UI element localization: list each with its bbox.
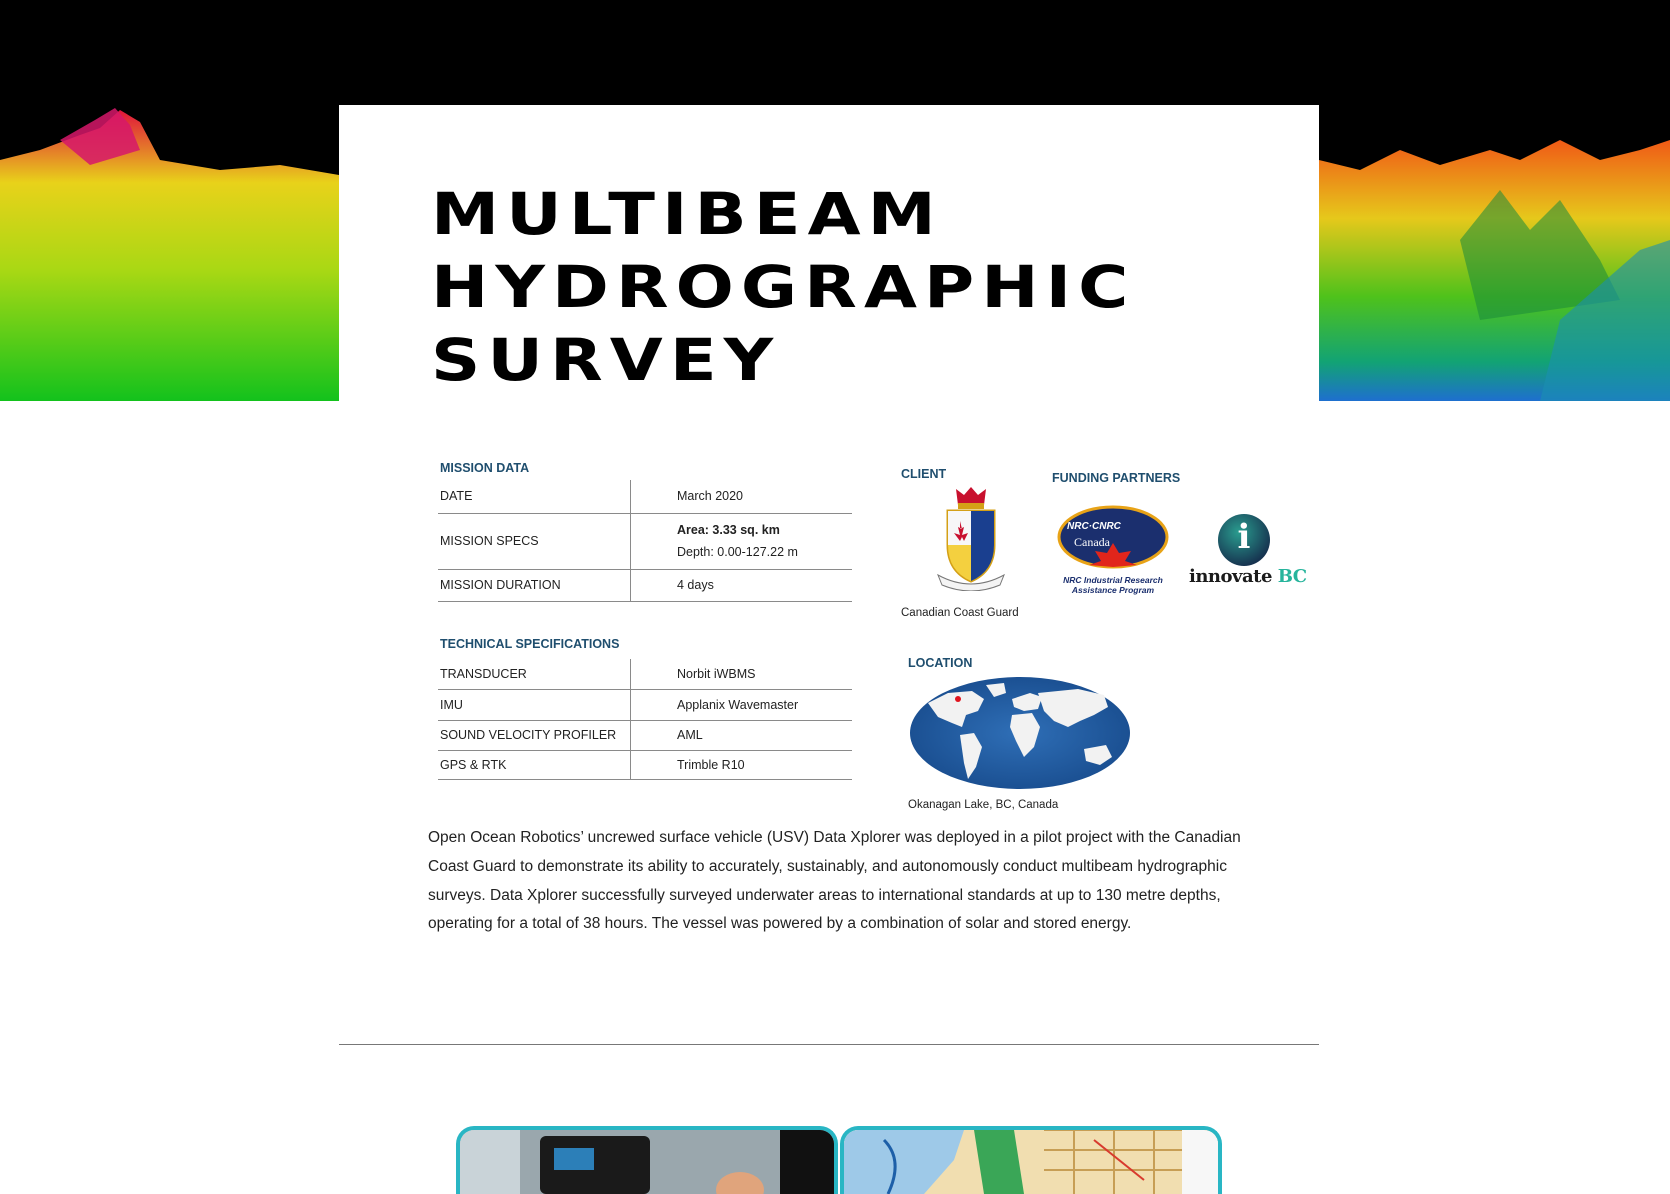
- client-heading: CLIENT: [901, 467, 947, 481]
- row-value-secondary: Depth: 0.00-127.22 m: [677, 545, 798, 559]
- row-value: 4 days: [631, 569, 853, 601]
- nrc-canada-wordmark: Canada: [1074, 535, 1110, 549]
- row-value: Area: 3.33 sq. km: [677, 523, 780, 537]
- location-heading: LOCATION: [908, 656, 973, 670]
- nrc-top-text: NRC·CNRC: [1067, 521, 1121, 532]
- row-key: SOUND VELOCITY PROFILER: [438, 720, 631, 750]
- nrc-caption-line: Assistance Program: [1071, 585, 1155, 595]
- page-title: [431, 178, 1186, 397]
- nrc-caption: [1057, 575, 1169, 595]
- innovate-bc-logo: [1189, 512, 1307, 592]
- table-row: [438, 750, 852, 779]
- coast-guard-crest-logo: [934, 485, 1008, 591]
- info-i-icon: i: [1237, 517, 1251, 557]
- table-row: [438, 480, 852, 513]
- location-marker-icon: [955, 696, 961, 702]
- table-row: [438, 659, 852, 689]
- row-value: March 2020: [631, 480, 853, 513]
- survey-area-map-photo: [840, 1126, 1222, 1194]
- client-name: Canadian Coast Guard: [901, 607, 1019, 619]
- tech-specs-table: [438, 659, 852, 780]
- mission-data-table: [438, 480, 852, 602]
- title-line: HYDROGRAPHIC: [431, 253, 1136, 321]
- vessel-controller-photo: [456, 1126, 838, 1194]
- row-key: DATE: [438, 480, 631, 513]
- row-key: MISSION DURATION: [438, 569, 631, 601]
- row-value: Norbit iWBMS: [631, 659, 853, 689]
- row-key: GPS & RTK: [438, 750, 631, 779]
- mission-data-heading: MISSION DATA: [440, 461, 530, 475]
- table-row: [438, 689, 852, 720]
- table-row: [438, 513, 852, 569]
- innovate-bubble-icon: [1218, 514, 1270, 566]
- title-line: MULTIBEAM: [431, 180, 943, 248]
- table-row: [438, 720, 852, 750]
- innovate-word: innovate: [1189, 566, 1272, 587]
- location-name: Okanagan Lake, BC, Canada: [908, 799, 1059, 811]
- row-key: TRANSDUCER: [438, 659, 631, 689]
- row-value: Applanix Wavemaster: [631, 689, 853, 720]
- title-line: SURVEY: [431, 326, 781, 394]
- world-map: [908, 675, 1132, 791]
- project-description: Open Ocean Robotics’ uncrewed surface vehicle (USV) Data Xplorer was deployed in a pilot project with the Canadian Coast Guard to demonstrate its ability to accurately, sustainably, and autonomously conduct multibeam hydrographic surveys. Data Xplorer successfully surveyed underwater areas to international standards at up to 130 metre depths, operating for a total of 38 hours. The vessel was powered by a combination of solar and stored energy.: [428, 829, 1241, 933]
- section-divider: [339, 1044, 1319, 1045]
- nrc-irap-logo: [1057, 505, 1169, 601]
- innovate-bc-wordmark: [1189, 566, 1307, 587]
- row-value: Trimble R10: [631, 750, 853, 779]
- table-row: [438, 569, 852, 601]
- bc-word: BC: [1277, 566, 1307, 587]
- row-key: MISSION SPECS: [438, 513, 631, 569]
- tech-specs-heading: TECHNICAL SPECIFICATIONS: [440, 637, 620, 651]
- row-key: IMU: [438, 689, 631, 720]
- nrc-caption-line: NRC Industrial Research: [1063, 575, 1163, 585]
- funding-partners-heading: FUNDING PARTNERS: [1052, 471, 1181, 485]
- row-value: AML: [631, 720, 853, 750]
